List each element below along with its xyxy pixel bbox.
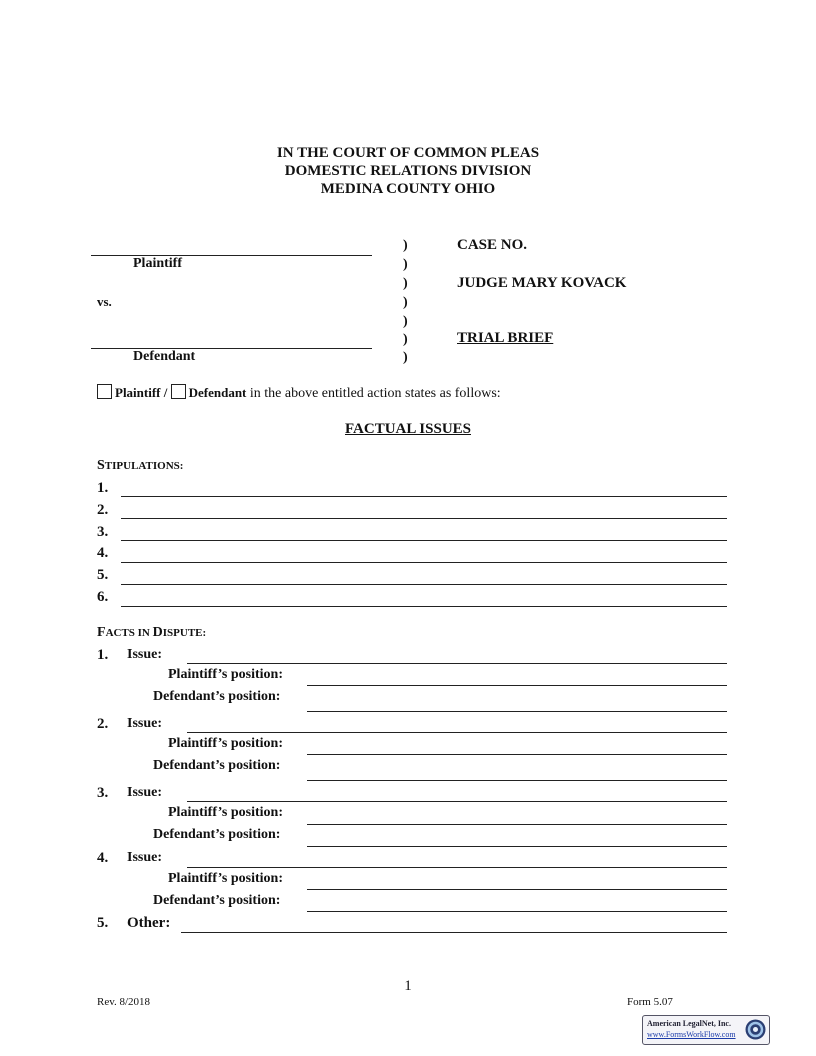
stipulation-line-4[interactable]: [121, 562, 727, 563]
court-name: IN THE COURT OF COMMON PLEAS: [276, 145, 540, 161]
stipulations-heading: STIPULATIONS:: [97, 458, 184, 473]
vendor-url[interactable]: www.FormsWorkFlow.com: [647, 1030, 736, 1039]
plaintiff-position-label: Plaintiff’s position:: [168, 667, 283, 682]
stipulation-line-5[interactable]: [121, 584, 727, 585]
issue-label: Issue:: [127, 647, 163, 662]
stipulation-number: 4.: [97, 545, 109, 561]
issue-number: 2.: [97, 716, 109, 732]
vendor-name: American LegalNet, Inc.: [647, 1019, 731, 1028]
defendant-position-label: Defendant’s position:: [153, 827, 281, 842]
issue-3-defendant-position-line[interactable]: [307, 846, 727, 847]
defendant-checkbox[interactable]: [171, 384, 186, 399]
stipulation-line-3[interactable]: [121, 540, 727, 541]
issue-label: Issue:: [127, 850, 163, 865]
stipulation-number: 2.: [97, 502, 109, 518]
stipulation-line-2[interactable]: [121, 518, 727, 519]
defendant-label: Defendant: [133, 349, 196, 364]
issue-1-line[interactable]: [187, 663, 727, 664]
party-statement: in the above entitled action states as follows:: [246, 386, 501, 401]
defendant-option-label: Defendant: [188, 385, 247, 400]
vendor-logo-icon: [744, 1018, 767, 1041]
caption-paren: ): [403, 295, 408, 310]
court-division: DOMESTIC RELATIONS DIVISION: [284, 163, 532, 179]
other-line[interactable]: [181, 932, 727, 933]
stipulation-line-6[interactable]: [121, 606, 727, 607]
case-number-label: CASE NO.: [457, 237, 528, 253]
facts-in-dispute-heading: FACTS IN DISPUTE:: [97, 625, 207, 640]
caption-paren: ): [403, 257, 408, 272]
issue-2-line[interactable]: [187, 732, 727, 733]
issue-number: 3.: [97, 785, 109, 801]
document-title: TRIAL BRIEF: [457, 330, 554, 346]
defendant-position-label: Defendant’s position:: [153, 689, 281, 704]
issue-4-defendant-position-line[interactable]: [307, 911, 727, 912]
plaintiff-checkbox[interactable]: [97, 384, 112, 399]
party-selection: [97, 384, 501, 402]
plaintiff-label: Plaintiff: [133, 256, 182, 271]
defendant-position-label: Defendant’s position:: [153, 893, 281, 908]
form-number: Form 5.07: [627, 996, 673, 1008]
revision-date: Rev. 8/2018: [97, 996, 151, 1008]
stipulation-number: 5.: [97, 567, 109, 583]
issue-2-defendant-position-line[interactable]: [307, 780, 727, 781]
issue-3-plaintiff-position-line[interactable]: [307, 824, 727, 825]
plaintiff-position-label: Plaintiff’s position:: [168, 805, 283, 820]
stipulation-line-1[interactable]: [121, 496, 727, 497]
stipulation-number: 6.: [97, 589, 109, 605]
other-label: Other:: [127, 915, 171, 931]
issue-3-line[interactable]: [187, 801, 727, 802]
defendant-position-label: Defendant’s position:: [153, 758, 281, 773]
caption-paren: ): [403, 238, 408, 253]
caption-paren: ): [403, 276, 408, 291]
issue-4-line[interactable]: [187, 867, 727, 868]
issue-label: Issue:: [127, 716, 163, 731]
plaintiff-position-label: Plaintiff’s position:: [168, 736, 283, 751]
vs-label: vs.: [97, 294, 112, 309]
issue-label: Issue:: [127, 785, 163, 800]
page-number: 1: [404, 978, 412, 994]
court-county: MEDINA COUNTY OHIO: [320, 181, 496, 197]
plaintiff-position-label: Plaintiff’s position:: [168, 871, 283, 886]
issue-1-plaintiff-position-line[interactable]: [307, 685, 727, 686]
vendor-badge[interactable]: [642, 1015, 770, 1045]
issue-2-plaintiff-position-line[interactable]: [307, 754, 727, 755]
stipulation-number: 1.: [97, 480, 109, 496]
issue-number: 1.: [97, 647, 109, 663]
stipulation-number: 3.: [97, 524, 109, 540]
judge-name: JUDGE MARY KOVACK: [457, 275, 627, 291]
caption-paren: ): [403, 314, 408, 329]
issue-1-defendant-position-line[interactable]: [307, 711, 727, 712]
factual-issues-title: FACTUAL ISSUES: [344, 421, 471, 437]
caption-paren: ): [403, 332, 408, 347]
issue-number: 4.: [97, 850, 109, 866]
other-number: 5.: [97, 915, 109, 931]
issue-4-plaintiff-position-line[interactable]: [307, 889, 727, 890]
caption-paren: ): [403, 350, 408, 365]
plaintiff-option-label: Plaintiff /: [115, 385, 168, 400]
